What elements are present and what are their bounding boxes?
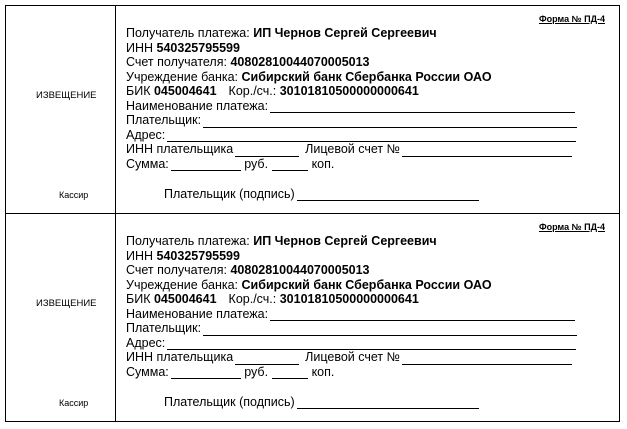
sum-line (126, 157, 577, 172)
payment-name-label: Наименование платежа: (126, 98, 269, 113)
payer-line (126, 321, 577, 336)
personal-account-field[interactable] (402, 145, 572, 157)
fields-block (126, 234, 577, 379)
bik-line (126, 292, 577, 307)
signature-label: Плательщик (подпись) (164, 187, 295, 201)
recipient-line (126, 26, 577, 41)
bik-value: 045004641 (153, 292, 217, 306)
bik-value: 045004641 (153, 84, 217, 98)
sum-kop-field[interactable] (272, 367, 308, 379)
recipient-label: Получатель платежа: (126, 26, 250, 40)
corr-value: 30101810500000000641 (279, 84, 419, 98)
inn-value: 540325795599 (156, 40, 240, 55)
bank-label: Учреждение банка: (126, 69, 239, 84)
account-value: 40802810044070005013 (230, 263, 370, 277)
notice-label: ИЗВЕЩЕНИЕ (36, 298, 97, 309)
payer-line (126, 113, 577, 128)
account-value: 40802810044070005013 (230, 55, 370, 69)
recipient-value: ИП Чернов Сергей Сергеевич (253, 26, 437, 40)
payer-inn-line (126, 142, 577, 157)
sum-rub-field[interactable] (171, 367, 241, 379)
address-field[interactable] (167, 338, 576, 350)
cashier-label: Кассир (59, 398, 89, 408)
receipt-bottom (6, 214, 619, 421)
address-label: Адрес: (126, 335, 166, 350)
sum-label: Сумма: (126, 156, 169, 171)
payer-field[interactable] (203, 116, 577, 128)
kop-label: коп. (311, 156, 335, 171)
payment-form (5, 5, 620, 422)
signature-line (164, 187, 479, 201)
cashier-label: Кассир (59, 190, 89, 200)
address-field[interactable] (167, 130, 576, 142)
fields-block (126, 26, 577, 171)
payer-field[interactable] (203, 324, 577, 336)
bik-label: БИК (126, 292, 151, 306)
corr-value: 30101810500000000641 (279, 292, 419, 306)
inn-value: 540325795599 (156, 248, 240, 263)
payer-inn-field[interactable] (235, 145, 299, 157)
recipient-line (126, 234, 577, 249)
sum-line (126, 365, 577, 380)
corr-label: Кор./сч.: (228, 84, 277, 98)
payment-name-line (126, 307, 577, 322)
account-line (126, 263, 577, 278)
inn-label: ИНН (126, 40, 154, 55)
notice-label: ИЗВЕЩЕНИЕ (36, 90, 97, 101)
recipient-value: ИП Чернов Сергей Сергеевич (253, 234, 437, 248)
rub-label: руб. (244, 156, 269, 171)
personal-account-label: Лицевой счет № (305, 142, 400, 156)
bank-line (126, 70, 577, 85)
corr-label: Кор./сч.: (228, 292, 277, 306)
payment-name-line (126, 99, 577, 114)
rub-label: руб. (244, 364, 269, 379)
payer-inn-label: ИНН плательщика (126, 142, 234, 156)
bank-line (126, 278, 577, 293)
inn-line (126, 41, 577, 56)
signature-field[interactable] (297, 397, 479, 409)
sum-kop-field[interactable] (272, 159, 308, 171)
signature-line (164, 395, 479, 409)
form-number: Форма № ПД-4 (538, 14, 605, 24)
account-label: Счет получателя: (126, 55, 227, 69)
address-label: Адрес: (126, 127, 166, 142)
recipient-label: Получатель платежа: (126, 234, 250, 248)
payer-inn-field[interactable] (235, 353, 299, 365)
account-line (126, 55, 577, 70)
receipt-top (6, 6, 619, 213)
personal-account-field[interactable] (402, 353, 572, 365)
form-number: Форма № ПД-4 (538, 222, 605, 232)
kop-label: коп. (311, 364, 335, 379)
address-line (126, 128, 577, 143)
sum-rub-field[interactable] (171, 159, 241, 171)
bank-value: Сибирский банк Сбербанка России ОАО (241, 69, 492, 84)
account-label: Счет получателя: (126, 263, 227, 277)
inn-line (126, 249, 577, 264)
address-line (126, 336, 577, 351)
bik-label: БИК (126, 84, 151, 98)
sum-label: Сумма: (126, 364, 169, 379)
payment-name-label: Наименование платежа: (126, 306, 269, 321)
payer-inn-line (126, 350, 577, 365)
inn-label: ИНН (126, 248, 154, 263)
signature-field[interactable] (297, 189, 479, 201)
personal-account-label: Лицевой счет № (305, 350, 400, 364)
signature-label: Плательщик (подпись) (164, 395, 295, 409)
bank-value: Сибирский банк Сбербанка России ОАО (241, 277, 492, 292)
payer-label: Плательщик: (126, 321, 202, 335)
payer-label: Плательщик: (126, 113, 202, 127)
payment-name-field[interactable] (270, 101, 575, 113)
bik-line (126, 84, 577, 99)
bank-label: Учреждение банка: (126, 277, 239, 292)
payment-name-field[interactable] (270, 309, 575, 321)
payer-inn-label: ИНН плательщика (126, 350, 234, 364)
